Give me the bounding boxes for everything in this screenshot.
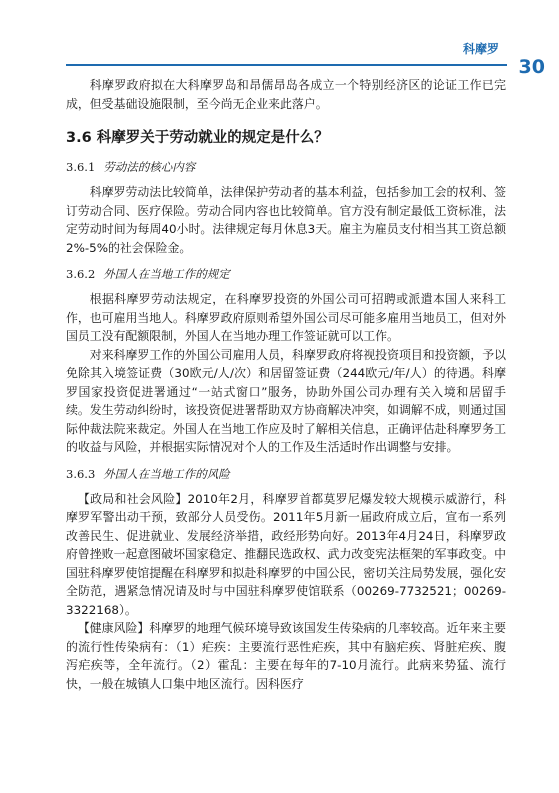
intro-paragraph: 科摩罗政府拟在大科摩罗岛和昂儒昂岛各成立一个特别经济区的论证工作已完成，但受基础设施限制，至今尚无企业来此落户。 (66, 78, 506, 111)
page-content (66, 76, 506, 693)
subsection-title: 外国人在当地工作的风险 (103, 466, 230, 481)
subsection-heading-foreign-work-rules (66, 266, 506, 283)
section-title: 3.6 科摩罗关于劳动就业的规定是什么？ (66, 130, 329, 146)
page-number: 30 (518, 56, 545, 78)
subsection-heading-labor-law (66, 159, 506, 176)
subsection-number: 3.6.3 (66, 466, 96, 481)
paragraph-political-risk: 【政局和社会风险】2010年2月，科摩罗首都莫罗尼爆发较大规模示威游行，科摩罗军警出动干预，致部分人员受伤。2011年5月新一届政府成立后，宣布一系列改善民生、促进就业、发展经济举措，政经形势向好。2013年4月24日，科摩罗政府曾挫败一起意图破坏国家稳定、推翻民选政权、武力改变宪法框架的军事政变。中国驻科摩罗使馆提醒在科摩罗和拟赴科摩罗的中国公民，密切关注局势发展，强化安全防范，遇紧急情况请及时与中国驻科摩罗使馆联系（00269-7732521；00269-3322168）。 (66, 491, 506, 617)
paragraph: 根据科摩罗劳动法规定，在科摩罗投资的外国公司可招聘或派遣本国人来科工作，也可雇用当地人。科摩罗政府原则希望外国公司尽可能多雇用当地员工，但对外国员工没有配额限制，外国人在当地办理工作签证就可以工作。 (66, 292, 506, 343)
paragraph: 对来科摩罗工作的外国公司雇用人员，科摩罗政府将视投资项目和投资额，予以免除其入境签证费（30欧元/人/次）和居留签证费（244欧元/年/人）的待遇。科摩罗国家投资促进署通过“一站式窗口”服务，协助外国公司办理有关入境和居留手续。发生劳动纠纷时，该投资促进署帮助双方协商解决冲突，如调解不成，则通过国际仲裁法院来裁定。外国人在当地工作应及时了解相关信息，正确评估赴科摩罗务工的收益与风险，并根据实际情况对个人的工作及生活适时作出调整与安排。 (66, 347, 506, 454)
subsection-number: 3.6.1 (66, 160, 96, 174)
paragraph-health-risk: 【健康风险】科摩罗的地理气候环境导致该国发生传染病的几率较高。近年来主要的流行性传染病有：（1）疟疾：主要流行恶性疟疾，其中有脑疟疾、肾脏疟疾、腹泻疟疾等，全年流行。（2）霍乱：主要在每年的7-10月流行。此病来势猛、流行快，一般在城镇人口集中地区流行。因科医疗 (66, 621, 506, 691)
subsection-number: 3.6.2 (66, 267, 96, 281)
subsection-title: 外国人在当地工作的规定 (103, 267, 230, 281)
subsection-title: 劳动法的核心内容 (103, 160, 196, 174)
subsection-heading-foreign-work-risks (66, 466, 506, 483)
paragraph: 科摩罗劳动法比较简单，法律保护劳动者的基本利益，包括参加工会的权利、签订劳动合同、医疗保险。劳动合同内容也比较简单。官方没有制定最低工资标准，法定劳动时间为每周40小时。法律规定每月休息3天。雇主为雇员支付相当其工资总额2%-5%的社会保险金。 (66, 185, 506, 255)
header-label: 科摩罗 (462, 42, 499, 56)
header-rule (66, 64, 507, 66)
